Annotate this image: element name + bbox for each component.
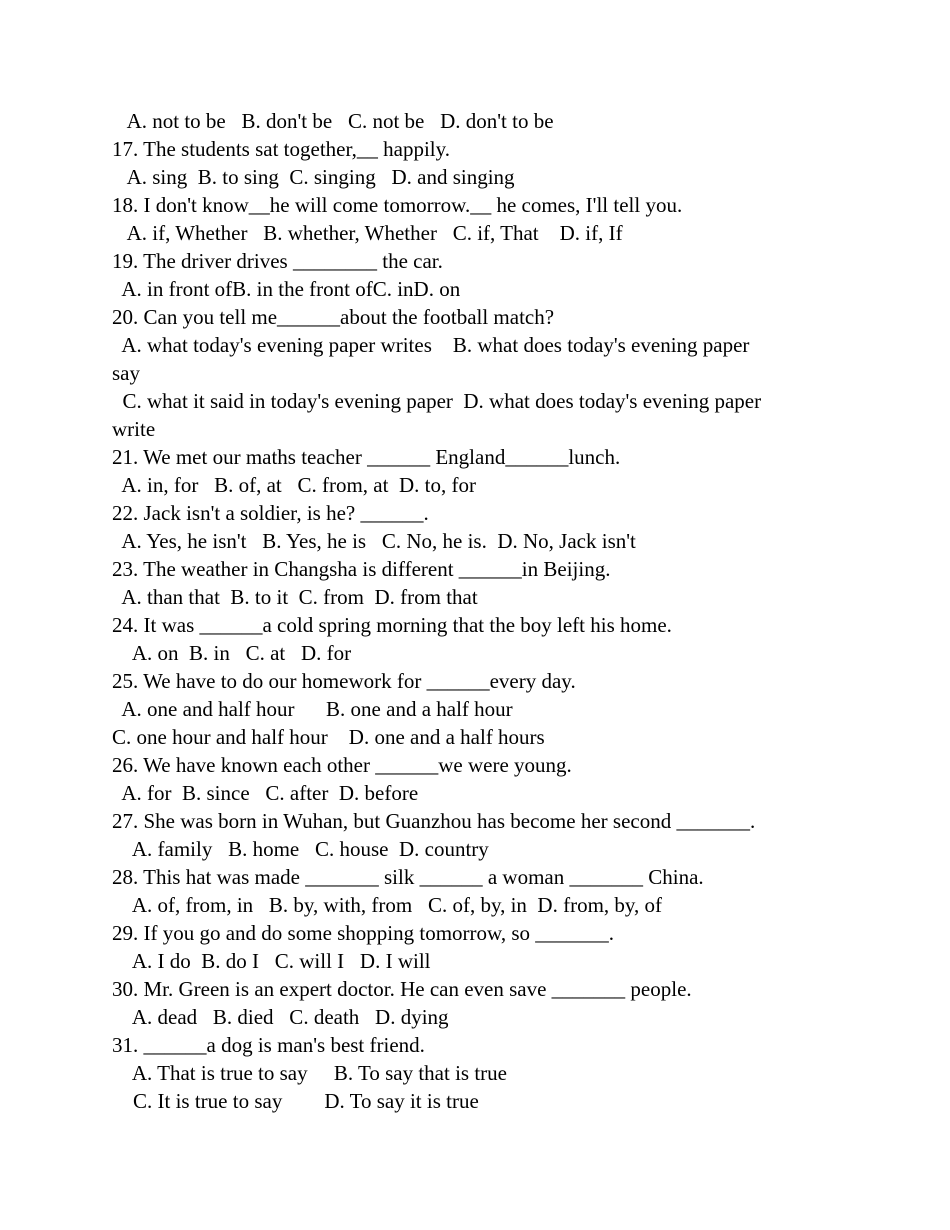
text-line: A. of, from, in B. by, with, from C. of, by, in D. from, by, of <box>112 893 663 917</box>
text-line: 31. ______a dog is man's best friend. <box>112 1033 425 1057</box>
text-line: 19. The driver drives ________ the car. <box>112 249 443 273</box>
text-line: A. not to be B. don't be C. not be D. don't to be <box>112 109 554 133</box>
text-line: 18. I don't know__he will come tomorrow.__ he comes, I'll tell you. <box>112 193 683 217</box>
text-line: A. in front ofB. in the front ofC. inD. on <box>112 277 461 301</box>
text-line: A. family B. home C. house D. country <box>112 837 489 861</box>
text-line: 22. Jack isn't a soldier, is he? ______. <box>112 501 429 525</box>
text-line: 20. Can you tell me______about the football match? <box>112 305 555 329</box>
question-text-block <box>112 107 842 1115</box>
text-line: 28. This hat was made _______ silk ______ a woman _______ China. <box>112 865 704 889</box>
text-line: C. one hour and half hour D. one and a half hours <box>112 725 545 749</box>
text-line: A. for B. since C. after D. before <box>112 781 419 805</box>
text-line: A. on B. in C. at D. for <box>112 641 352 665</box>
text-line: 27. She was born in Wuhan, but Guanzhou has become her second _______. <box>112 809 756 833</box>
text-line: A. if, Whether B. whether, Whether C. if, That D. if, If <box>112 221 623 245</box>
text-line: A. dead B. died C. death D. dying <box>112 1005 449 1029</box>
text-line: A. what today's evening paper writes B. what does today's evening paper <box>112 333 750 357</box>
text-line: A. That is true to say B. To say that is true <box>112 1061 507 1085</box>
text-line: 24. It was ______a cold spring morning that the boy left his home. <box>112 613 672 637</box>
text-line: write <box>112 417 156 441</box>
text-line: say <box>112 361 140 385</box>
text-line: C. what it said in today's evening paper D. what does today's evening paper <box>112 389 762 413</box>
text-line: A. than that B. to it C. from D. from that <box>112 585 478 609</box>
text-line: A. I do B. do I C. will I D. I will <box>112 949 431 973</box>
text-line: 21. We met our maths teacher ______ England______lunch. <box>112 445 621 469</box>
text-line: 29. If you go and do some shopping tomorrow, so _______. <box>112 921 615 945</box>
text-line: 25. We have to do our homework for ______every day. <box>112 669 576 693</box>
text-line: 26. We have known each other ______we were young. <box>112 753 572 777</box>
text-line: A. one and half hour B. one and a half hour <box>112 697 513 721</box>
text-line: 23. The weather in Changsha is different ______in Beijing. <box>112 557 611 581</box>
text-line: A. in, for B. of, at C. from, at D. to, for <box>112 473 476 497</box>
text-line: A. sing B. to sing C. singing D. and singing <box>112 165 515 189</box>
text-line: 17. The students sat together,__ happily. <box>112 137 451 161</box>
text-line: C. It is true to say D. To say it is true <box>112 1089 479 1113</box>
text-line: 30. Mr. Green is an expert doctor. He can even save _______ people. <box>112 977 692 1001</box>
text-line: A. Yes, he isn't B. Yes, he is C. No, he is. D. No, Jack isn't <box>112 529 636 553</box>
